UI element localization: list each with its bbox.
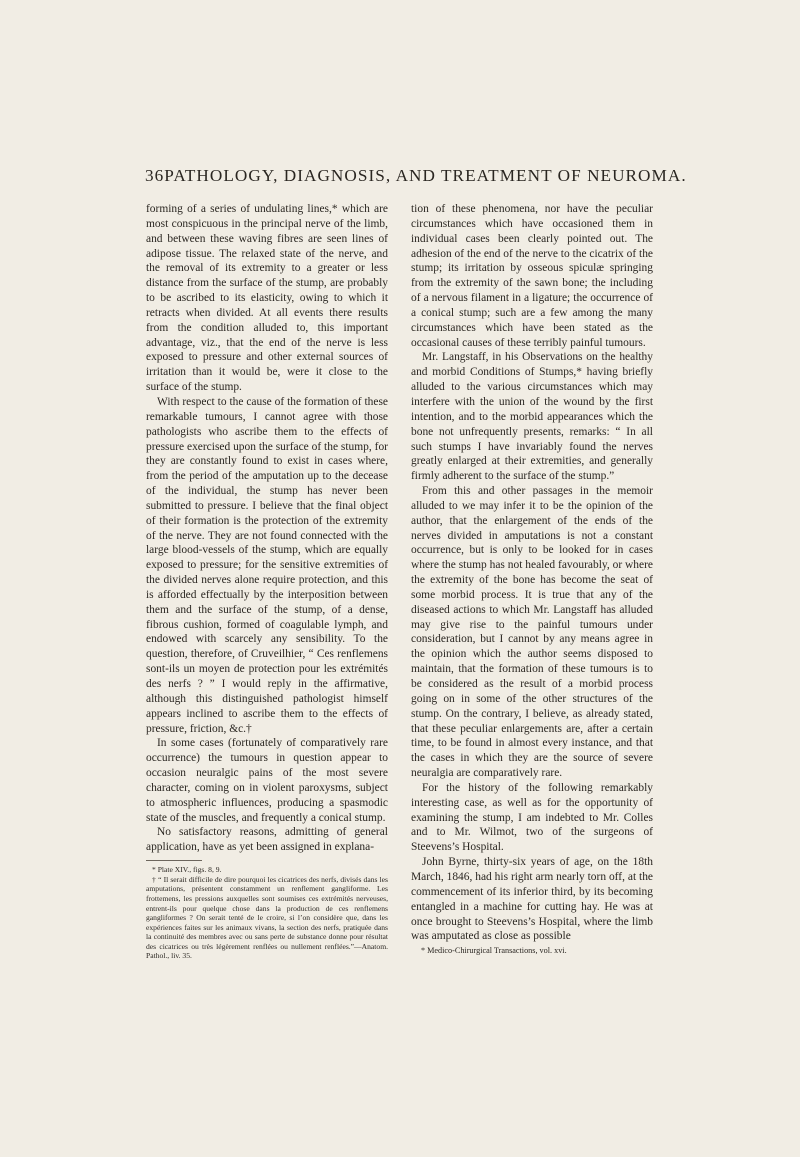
- body-paragraph: With respect to the cause of the formation of these remarkable tumours, I cannot agree with those pathologists who ascribe them to the effects of pressure exercised upon the surface of the stump, for they are constantly found to exist in cases where, from the period of the amputation up to the decease of the individual, the stump has never been submitted to pressure. I believe that the final object of their formation is the protection of the extremity of the nerve. They are not found connected with the large blood-vessels of the stump, which are equally exposed to pressure; for the sensitive extremities of the divided nerves alone require protection, and this is afforded effectually by the interposition between them and the surface of the stump, of a dense, fibrous cushion, formed of coagulable lymph, and endowed with scarcely any sensibility. To the question, therefore, of Cruveilhier, “ Ces renflemens sont-ils un moyen de protection pour les extrémités des nerfs ? ” I would reply in the affirmative, although this distinguished pathologist himself appears inclined to ascribe them to the effects of pressure, friction, &c.†: [146, 395, 388, 735]
- body-paragraph: John Byrne, thirty-six years of age, on the 18th March, 1846, had his right arm nearly torn off, at the commencement of its inferior third, by its becoming entangled in a machine for cutting hay. He was at once brought to Steevens’s Hospital, where the limb was amputated as close as possible: [411, 856, 653, 943]
- body-paragraph: From this and other passages in the memoir alluded to we may infer it to be the opinion of the author, that the enlargement of the ends of the nerves divided in amputations is not a constant occurrence, but is only to be looked for in cases where the stump has not healed favourably, or where the extremity of the bone has become the seat of some morbid process. It is true that any of the diseased actions to which Mr. Langstaff has alluded may give rise to the painful tumours under consideration, but I cannot by any means agree in the opinion which the author seems disposed to maintain, that the formation of these tumours is to be considered as the result of a morbid process going on in some of the other structures of the stump. On the contrary, I believe, as already stated, that these peculiar enlargements are, after a certain time, to be found in almost every instance, and that the cases in which they are the source of severe neuralgia are comparatively rare.: [411, 485, 653, 780]
- footnotes: [146, 865, 388, 961]
- running-header: [145, 166, 687, 186]
- footnote: * Medico-Chirurgical Transactions, vol. xvi.: [421, 946, 567, 956]
- left-column: [146, 202, 388, 961]
- body-paragraph: In some cases (fortunately of comparatively rare occurrence) the tumours in question appear to occasion neuralgic pains of the most severe character, coming on in violent paroxysms, subject to atmospheric influences, producing a spasmodic state of the muscles, and frequently a conical stump.: [146, 737, 388, 824]
- body-paragraph: No satisfactory reasons, admitting of general application, have as yet been assigned in explana-: [146, 826, 388, 854]
- footnote: * Plate XIV., figs. 8, 9.: [152, 865, 222, 875]
- footnote-rule: [146, 860, 202, 861]
- footnote: † “ Il serait difficile de dire pourquoi les cicatrices des nerfs, divisés dans les amputations, présentent constamment un renflement gangliforme. Les frottemens, les pressions auxquelles sont soumises ces extrémités nerveuses, entrent-ils pour quelque chose dans la production de ces renflemens gangliformes ? On serait tenté de le croire, si l’on considère que, dans les expériences faites sur les animaux vivans, la section des nerfs, pratiquée dans la continuité des membres avec ou sans perte de substance donne pour résultat des cicatrices ou très légèrement renflées ou nullement renflées.”—Anatom. Pathol., liv. 35.: [146, 874, 388, 961]
- body-paragraph: Mr. Langstaff, in his Observations on the healthy and morbid Conditions of Stumps,* having briefly alluded to the various circumstances which may interfere with the union of the wound by the first intention, and to the morbid appearances which the bone not unfrequently presents, remarks: “ In all such stumps I have invariably found the nerves greatly enlarged at their extremities, and generally firmly adherent to the surface of the stump.”: [411, 351, 653, 483]
- body-paragraph: For the history of the following remarkably interesting case, as well as for the opportunity of examining the stump, I am indebted to Mr. Colles and to Mr. Wilmot, two of the surgeons of Steevens’s Hospital.: [411, 781, 653, 854]
- right-column: [411, 202, 653, 956]
- body-paragraph: forming of a series of undulating lines,* which are most conspicuous in the principal nerve of the limb, and between these waving fibres are seen lines of adipose tissue. The relaxed state of the nerve, and the removal of its extremity to a greater or less distance from the surface of the stump, are probably to be ascribed to its elasticity, owing to which it retracts when divided. At all events there results from the condition alluded to, this important advantage, viz., that the end of the nerve is less exposed to pressure and other external sources of irritation than it would be, were it close to the surface of the stump.: [146, 203, 388, 394]
- running-title: PATHOLOGY, DIAGNOSIS, AND TREATMENT OF NEUROMA.: [164, 166, 687, 185]
- page-number: 36: [145, 166, 165, 185]
- body-paragraph: tion of these phenomena, nor have the peculiar circumstances which have occasioned them in individual cases been clearly pointed out. The adhesion of the end of the nerve to the cicatrix of the stump; its irritation by osseous spiculæ springing from the extremity of the sawn bone; the including of a nervous filament in a ligature; the occurrence of a conical stump; such are a few among the many circumstances which have been stated as the occasional causes of these terribly painful tumours.: [411, 203, 653, 349]
